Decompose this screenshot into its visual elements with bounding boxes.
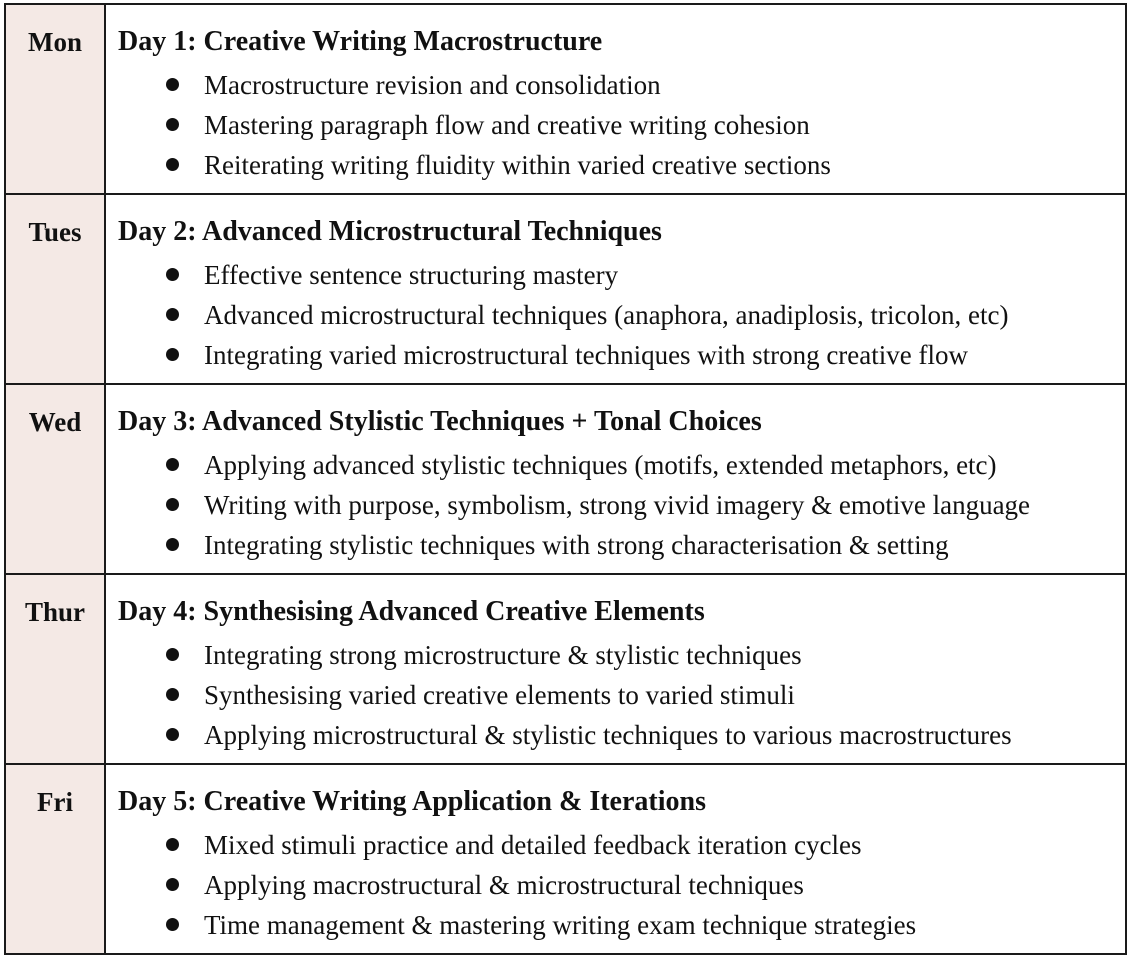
bullet-icon	[166, 648, 179, 661]
list-item	[118, 825, 1125, 865]
topic-text: Applying macrostructural & microstructural techniques	[204, 870, 804, 900]
topic-list	[118, 65, 1125, 185]
weekly-schedule-table	[4, 3, 1127, 955]
list-item	[118, 335, 1125, 375]
topic-list	[118, 255, 1125, 375]
topic-list	[118, 825, 1125, 945]
schedule-row-mon	[5, 4, 1126, 194]
bullet-icon	[166, 268, 179, 281]
bullet-icon	[166, 78, 179, 91]
day-title: Day 5: Creative Writing Application & Iterations	[118, 786, 706, 817]
topic-text: Applying advanced stylistic techniques (motifs, extended metaphors, etc)	[204, 450, 997, 480]
topic-text: Effective sentence structuring mastery	[204, 260, 619, 290]
day-title: Day 2: Advanced Microstructural Techniques	[118, 216, 662, 247]
list-item	[118, 445, 1125, 485]
topic-list	[118, 635, 1125, 755]
day-title: Day 1: Creative Writing Macrostructure	[118, 26, 603, 57]
list-item	[118, 635, 1125, 675]
list-item	[118, 865, 1125, 905]
day-content	[105, 384, 1126, 574]
topic-text: Synthesising varied creative elements to varied stimuli	[204, 680, 795, 710]
day-content	[105, 574, 1126, 764]
schedule-row-wed	[5, 384, 1126, 574]
list-item	[118, 65, 1125, 105]
day-label: Wed	[5, 384, 105, 574]
bullet-icon	[166, 688, 179, 701]
topic-list	[118, 445, 1125, 565]
bullet-icon	[166, 348, 179, 361]
day-content	[105, 194, 1126, 384]
topic-text: Writing with purpose, symbolism, strong vivid imagery & emotive language	[204, 490, 1031, 520]
day-label: Thur	[5, 574, 105, 764]
list-item	[118, 295, 1125, 335]
day-content	[105, 4, 1126, 194]
bullet-icon	[166, 308, 179, 321]
topic-text: Time management & mastering writing exam technique strategies	[204, 910, 917, 940]
list-item	[118, 255, 1125, 295]
bullet-icon	[166, 118, 179, 131]
topic-text: Reiterating writing fluidity within varied creative sections	[204, 150, 831, 180]
list-item	[118, 485, 1125, 525]
day-label: Tues	[5, 194, 105, 384]
list-item	[118, 905, 1125, 945]
bullet-icon	[166, 838, 179, 851]
list-item	[118, 145, 1125, 185]
topic-text: Integrating stylistic techniques with strong characterisation & setting	[204, 530, 949, 560]
bullet-icon	[166, 458, 179, 471]
list-item	[118, 715, 1125, 755]
topic-text: Mixed stimuli practice and detailed feedback iteration cycles	[204, 830, 862, 860]
topic-text: Applying microstructural & stylistic techniques to various macrostructures	[204, 720, 1012, 750]
day-label: Fri	[5, 764, 105, 954]
list-item	[118, 525, 1125, 565]
day-content	[105, 764, 1126, 954]
day-label: Mon	[5, 4, 105, 194]
topic-text: Advanced microstructural techniques (anaphora, anadiplosis, tricolon, etc)	[204, 300, 1009, 330]
list-item	[118, 675, 1125, 715]
topic-text: Integrating strong microstructure & stylistic techniques	[204, 640, 802, 670]
topic-text: Integrating varied microstructural techniques with strong creative flow	[204, 340, 968, 370]
bullet-icon	[166, 878, 179, 891]
schedule-row-fri	[5, 764, 1126, 954]
list-item	[118, 105, 1125, 145]
bullet-icon	[166, 728, 179, 741]
bullet-icon	[166, 918, 179, 931]
bullet-icon	[166, 158, 179, 171]
day-title: Day 4: Synthesising Advanced Creative Elements	[118, 596, 705, 627]
schedule-row-tues	[5, 194, 1126, 384]
topic-text: Mastering paragraph flow and creative writing cohesion	[204, 110, 810, 140]
topic-text: Macrostructure revision and consolidation	[204, 70, 661, 100]
bullet-icon	[166, 498, 179, 511]
day-title: Day 3: Advanced Stylistic Techniques + Tonal Choices	[118, 406, 762, 437]
bullet-icon	[166, 538, 179, 551]
schedule-row-thur	[5, 574, 1126, 764]
